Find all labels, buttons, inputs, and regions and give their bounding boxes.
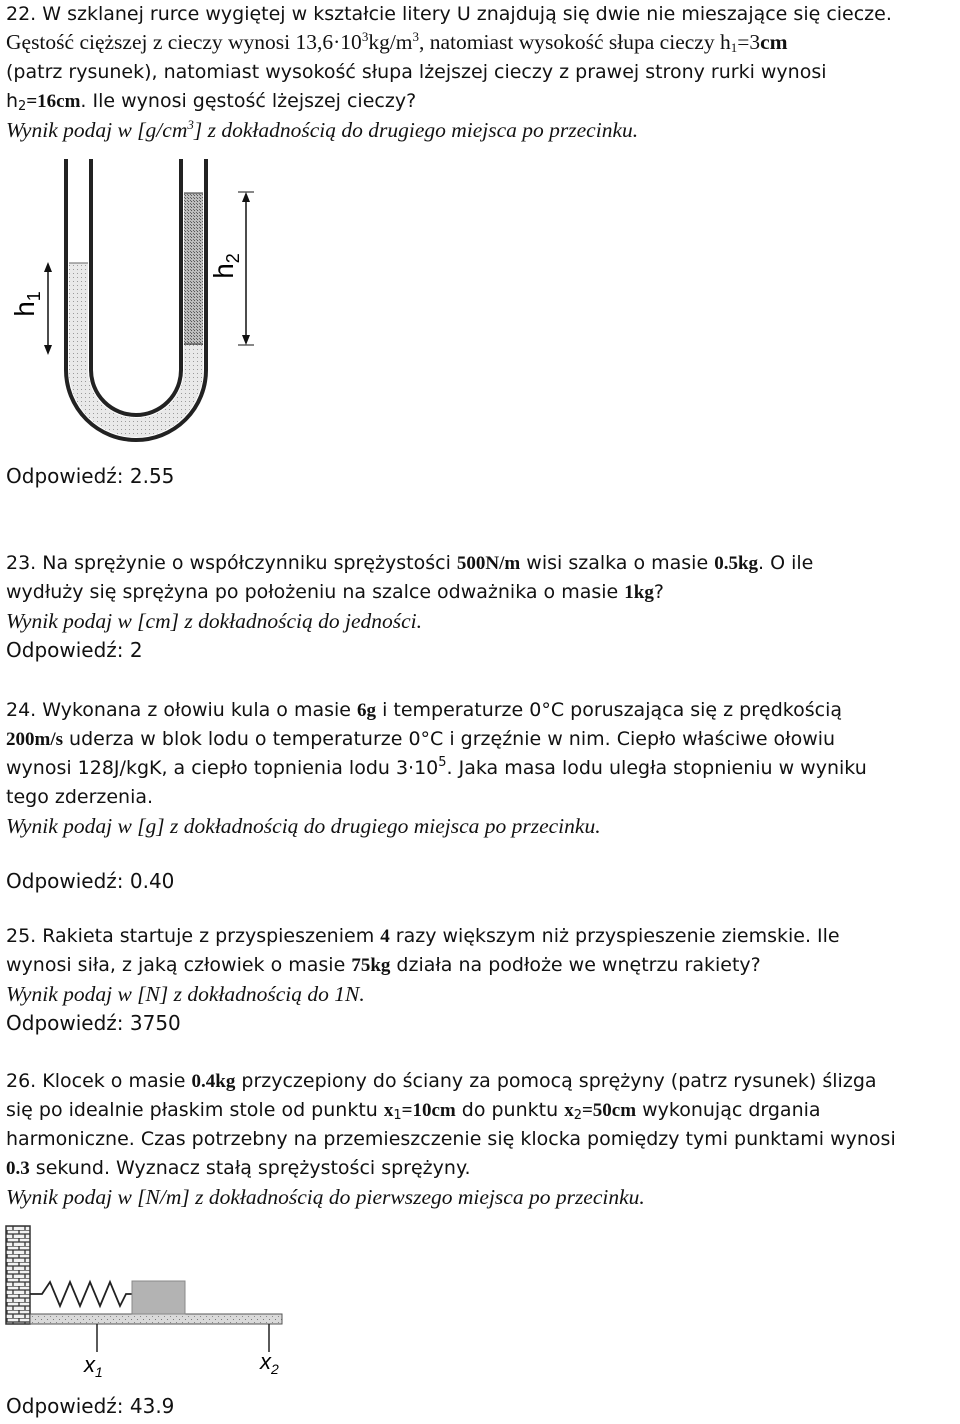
q24-answer: Odpowiedź: 0.40 bbox=[6, 869, 175, 893]
q23-line-1: 23. Na sprężynie o współczynniku sprężystości 500N/m wisi szalka o masie 0.5kg. O ile bbox=[6, 552, 814, 574]
spring-block-figure bbox=[4, 1222, 294, 1382]
wall bbox=[6, 1226, 30, 1324]
q22-instruction: Wynik podaj w $[g/cm^3]$ z dokładnością do drugiego miejsca po przecinku. bbox=[6, 117, 639, 142]
q26-instruction: Wynik podaj w [N/m] z dokładnością do pierwszego miejsca po przecinku. bbox=[6, 1185, 645, 1209]
q26-line-2: się po idealnie płaskim stole od punktu $x_1=10cm$ do punktu $x_2=50cm$ wykonując drgania bbox=[6, 1099, 821, 1123]
q25-line-2: wynosi siła, z jaką człowiek o masie 75kg działa na podłoże we wnętrzu rakiety? bbox=[6, 954, 761, 976]
q25-answer: Odpowiedź: 3750 bbox=[6, 1011, 181, 1035]
q25-instruction: Wynik podaj w [N] z dokładnością do 1N. bbox=[6, 982, 365, 1006]
q24-line-3: wynosi 128J/kgK, a ciepło topnienia lodu $3\cdot 10^5$. Jaka masa lodu uległa stopnieniu w wyniku bbox=[6, 755, 867, 779]
q23-answer: Odpowiedź: 2 bbox=[6, 638, 143, 662]
q26-answer: Odpowiedź: 43.9 bbox=[6, 1394, 175, 1418]
q22-answer: Odpowiedź: 2.55 bbox=[6, 464, 175, 488]
h2-label: $h_2$ bbox=[208, 253, 243, 279]
q22-line-2: Gęstość cięższej z cieczy wynosi $13,6\cdot 10^3kg/m^3$, natomiast wysokość słupa cieczy $h_1=3cm$ bbox=[6, 29, 788, 55]
q24-instruction: Wynik podaj w [g] z dokładnością do drugiego miejsca po przecinku. bbox=[6, 814, 601, 838]
q23-line-2: wydłuży się sprężyna po położeniu na szalce odważnika o masie 1kg? bbox=[6, 581, 664, 603]
q26-line-1: 26. Klocek o masie 0.4kg przyczepiony do ściany za pomocą sprężyny (patrz rysunek) ślizga bbox=[6, 1070, 877, 1092]
q26-line-4: 0.3 sekund. Wyznacz stałą sprężystości sprężyny. bbox=[6, 1157, 471, 1179]
q24-line-2: 200m/s uderza w blok lodu o temperaturze 0°C i grzęźnie w nim. Ciepło właściwe ołowiu bbox=[6, 728, 836, 750]
table bbox=[30, 1314, 282, 1324]
q22-line-4: $h_2=16cm$. Ile wynosi gęstość lżejszej cieczy? bbox=[6, 90, 417, 114]
h1-label: $h_1$ bbox=[9, 291, 44, 317]
q23-instruction: Wynik podaj w [cm] z dokładnością do jedności. bbox=[6, 609, 423, 633]
q24-line-4: tego zderzenia. bbox=[6, 786, 154, 808]
u-tube-figure bbox=[8, 144, 298, 456]
x2-label: $x_2$ bbox=[260, 1349, 279, 1377]
q22-line-1: 22. W szklanej rurce wygiętej w kształcie litery U znajdują się dwie nie mieszające się ciecze. bbox=[6, 3, 892, 25]
q24-line-1: 24. Wykonana z ołowiu kula o masie 6g i temperaturze 0°C poruszająca się z prędkością bbox=[6, 699, 843, 721]
q25-line-1: 25. Rakieta startuje z przyspieszeniem 4 razy większym niż przyspieszenie ziemskie. Ile bbox=[6, 925, 840, 947]
q22-line-3: (patrz rysunek), natomiast wysokość słupa lżejszej cieczy z prawej strony rurki wynosi bbox=[6, 61, 827, 83]
x1-label: $x_1$ bbox=[84, 1352, 103, 1380]
q26-line-3: harmoniczne. Czas potrzebny na przemieszczenie się klocka pomiędzy tymi punktami wynosi bbox=[6, 1128, 896, 1150]
spring bbox=[30, 1282, 132, 1306]
block bbox=[132, 1281, 185, 1314]
